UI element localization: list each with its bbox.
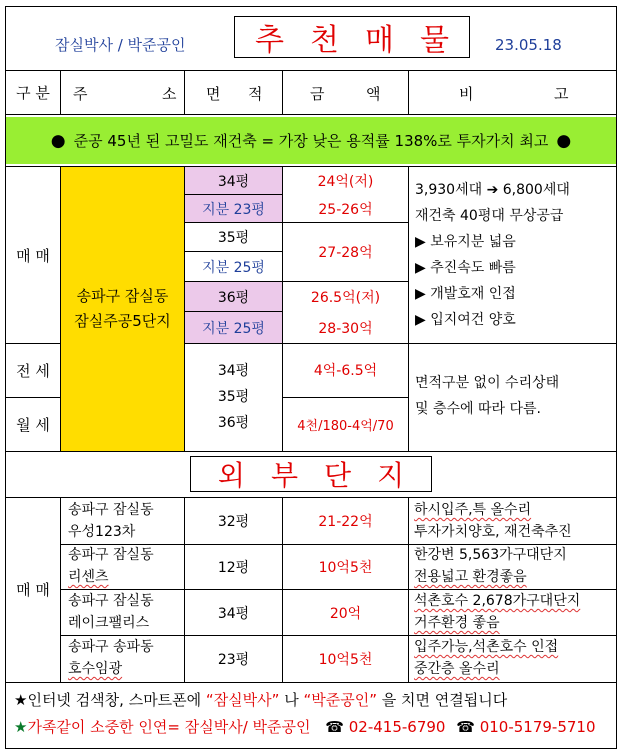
agency-name: 잠실박사 / 박준공인 — [55, 36, 186, 54]
area-cell: 34평 — [217, 605, 250, 622]
section-title-outer — [190, 456, 432, 492]
title-char: 추 — [255, 23, 285, 58]
bullet-icon: ● — [556, 130, 572, 151]
arrow-icon: ▶ — [415, 286, 426, 302]
bullet-icon: ● — [50, 130, 66, 151]
divider — [5, 114, 617, 115]
col-header-note: 비 — [459, 85, 474, 103]
sale-notes — [415, 177, 615, 333]
arrow-icon: ▶ — [415, 312, 426, 328]
note-line: ▶ 보유지분 넓음 — [415, 234, 516, 250]
keyword-jamsil: “잠실박사” — [205, 691, 280, 709]
price-cell: 20억 — [329, 605, 362, 622]
area-cell: 32평 — [217, 514, 250, 530]
area-cell: 35평 — [217, 389, 250, 405]
footer-search-line: ★인터넷 검색창, 스마트폰에 “잠실박사” 나 “박준공인” 을 치면 연결됩니다 — [14, 691, 508, 709]
phone-icon: ☎ — [456, 718, 475, 736]
divider — [282, 70, 283, 114]
share-area-cell: 지분 25평 — [185, 312, 282, 343]
price-cell: 27-28억 — [318, 245, 373, 261]
col-header-price: 금 — [310, 85, 325, 103]
area-cell: 23평 — [217, 652, 250, 668]
title-char: 부 — [270, 459, 298, 492]
banner-text: 준공 45년 된 고밀도 재건축 = 가장 낮은 용적률 138%로 투자가치 최고 — [73, 132, 549, 150]
keyword-bakjun: “박준공인” — [303, 691, 377, 709]
title-char: 매 — [365, 23, 394, 58]
area-cell: 36평 — [217, 415, 250, 431]
phone-number[interactable]: 02-415-6790 — [348, 718, 446, 736]
price-cell: 28-30억 — [318, 320, 373, 337]
note-line: ▶ 입지여건 양호 — [415, 312, 516, 328]
price-cell: 10억5천 — [318, 560, 373, 576]
price-cell: 21-22억 — [318, 514, 373, 530]
col-header-price: 액 — [366, 85, 381, 103]
table-row-address: 송파구 송파동 호수임광 — [68, 639, 154, 677]
price-cell: 24억(저) — [317, 173, 374, 190]
note-line: 3,930세대 ➔ 6,800세대 — [415, 182, 570, 198]
col-header-area: 적 — [248, 85, 263, 103]
page-title — [234, 16, 470, 58]
arrow-icon: ▶ — [415, 260, 426, 276]
mobile-number[interactable]: 010-5179-5710 — [479, 718, 596, 736]
phone-icon: ☎ — [325, 718, 344, 736]
area-cell: 35평 — [217, 230, 250, 246]
table-row-note: 석촌호수 2,678가구대단지 거주환경 좋음 — [414, 593, 581, 631]
complex-address — [61, 284, 184, 334]
price-cell: 26.5억(저) — [310, 289, 381, 306]
wolse-price: 4천/180-4억/70 — [297, 419, 394, 434]
area-cell: 12평 — [217, 560, 250, 576]
address-line: 송파구 잠실동 — [76, 287, 169, 305]
area-cell: 34평 — [217, 363, 250, 379]
note-line: ▶ 개발호재 인접 — [415, 286, 516, 302]
title-char: 물 — [419, 23, 449, 58]
wolse-label: 월 세 — [16, 416, 50, 434]
date-label: 23.05.18 — [495, 36, 562, 54]
title-char: 단 — [324, 459, 352, 492]
divider — [5, 70, 617, 71]
divider — [184, 194, 282, 195]
col-header-category: 구 분 — [16, 84, 50, 102]
price-cell: 10억5천 — [318, 652, 373, 668]
note-line: ▶ 추진속도 빠름 — [415, 260, 516, 276]
divider — [184, 70, 185, 114]
divider — [5, 451, 617, 452]
col-header-address: 주 — [73, 85, 88, 103]
price-cell: 25-26억 — [318, 201, 373, 218]
note-line: 및 층수에 따라 다름. — [415, 401, 541, 417]
divider — [5, 682, 617, 683]
area-cell: 36평 — [185, 282, 282, 311]
col-header-area: 면 — [206, 85, 221, 103]
footer-contact-line: ★가족같이 소중한 인연= 잠실박사/ 박준공인 ☎ 02-415-6790 ☎ 010-5179-5710 — [14, 718, 596, 736]
table-row-note: 입주가능,석촌호수 인접 중간층 올수리 — [414, 639, 559, 677]
rent-notes — [415, 370, 615, 422]
table-row-address: 송파구 잠실동 레이크팰리스 — [68, 593, 154, 631]
table-row-note: 한강변 5,563가구대단지 전용넓고 환경좋음 — [414, 547, 567, 585]
note-line: 재건축 40평대 무상공급 — [415, 208, 564, 224]
divider — [408, 70, 409, 114]
table-row-address: 송파구 잠실동 우성123차 — [68, 502, 154, 540]
note-line: 면적구분 없이 수리상태 — [415, 375, 560, 391]
col-header-note: 고 — [554, 85, 569, 103]
table-row-address: 송파구 잠실동 리센츠 — [68, 547, 154, 585]
arrow-icon: ▶ — [415, 234, 426, 250]
title-char: 지 — [377, 459, 405, 492]
jeonse-price: 4억-6.5억 — [313, 363, 378, 379]
sale-label: 매 매 — [16, 247, 50, 265]
share-area-cell: 지분 23평 — [185, 195, 282, 222]
divider — [408, 166, 409, 451]
outer-sale-label: 매 매 — [16, 581, 50, 599]
address-line: 잠실주공5단지 — [74, 312, 171, 330]
star-icon: ★ — [14, 718, 28, 736]
title-char: 천 — [310, 23, 339, 58]
jeonse-label: 전 세 — [16, 361, 50, 380]
rent-areas — [185, 358, 282, 436]
star-icon: ★ — [14, 691, 28, 709]
divider — [60, 70, 61, 114]
share-area-cell: 지분 25평 — [202, 259, 265, 276]
highlight-banner — [6, 117, 616, 164]
title-char: 외 — [217, 459, 245, 492]
col-header-address: 소 — [162, 85, 177, 103]
area-cell: 34평 — [185, 167, 282, 194]
table-row-note: 하시입주,특 올수리 투자가치양호, 재건축추진 — [414, 502, 572, 540]
